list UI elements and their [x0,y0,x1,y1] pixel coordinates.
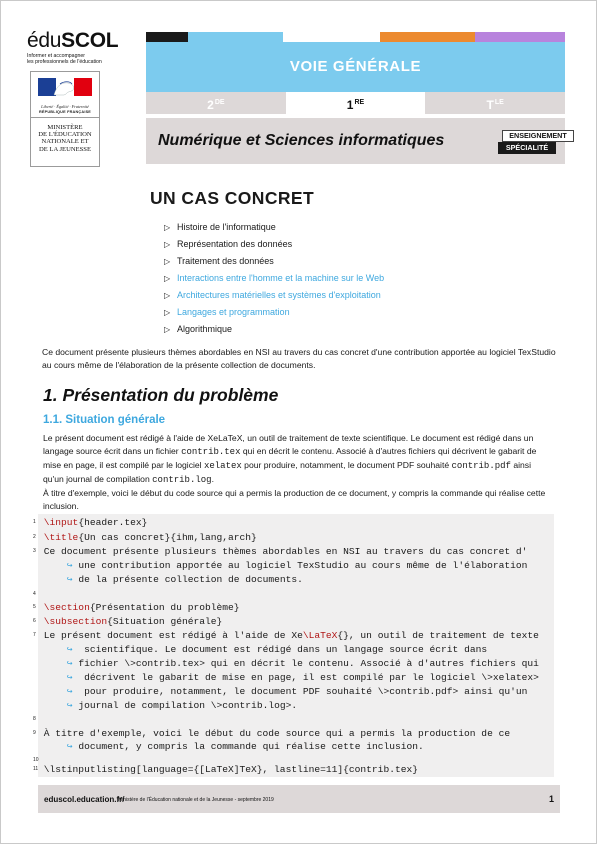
theme-item[interactable] [164,236,384,253]
code-continuation [38,560,527,571]
continuation-arrow-icon: ↪ [66,672,73,683]
page-title: UN CAS CONCRET [150,188,315,208]
code-text: Le présent document est rédigé à l'aide de Xe [43,630,303,641]
continuation-arrow-icon: ↪ [66,644,73,655]
theme-item[interactable] [164,287,384,304]
code-text: À titre d'exemple, voici le début du code source qui a permis la production de ce [43,728,511,739]
code-command: \LaTeX [302,630,338,641]
code-text: {Présentation du problème} [89,602,240,613]
paragraph-line [43,473,557,487]
code-command: \input [43,517,79,528]
code-text: \lstinputlisting[language={[LaTeX]TeX}, lastline=11]{contrib.tex} [43,764,418,775]
line-number: 10 [33,757,39,763]
marianne-flag-icon [38,78,92,96]
continuation-arrow-icon: ↪ [66,741,73,752]
theme-item[interactable] [164,253,384,270]
footer [38,785,560,813]
level-sup: RE [354,99,365,106]
code-text: Ce document présente plusieurs thèmes abordables en NSI au travers du cas concret d' [43,546,528,557]
theme-label: Langages et programmation [177,307,290,317]
triangle-bullet-icon: ▷ [164,223,171,232]
code-text: une contribution apportée au logiciel TexStudio au cours même de l'élaboration [78,560,528,571]
theme-list [164,219,384,338]
code-continuation [38,644,487,655]
inline-code: contrib.log [152,475,212,486]
ministry-logo [30,71,100,167]
inline-code: xelatex [203,461,242,472]
subject-bar [146,118,565,164]
eduscol-logo[interactable] [27,30,132,66]
text-run: qui en décrit le contenu. Associé à d'autres fichiers qui décrivent le gabarit de [240,446,537,457]
continuation-arrow-icon: ↪ [66,574,73,585]
continuation-arrow-icon: ↪ [66,700,73,711]
triangle-bullet-icon: ▷ [164,257,171,266]
eduscol-tagline: Informer et accompagner les professionnels de l'éducation [27,53,102,66]
paragraph-line: inclusion. [43,501,79,512]
code-text: journal de compilation \>contrib.log>. [78,700,298,711]
theme-item[interactable] [164,304,384,321]
theme-item[interactable] [164,270,384,287]
code-line [33,764,418,775]
code-continuation [38,672,539,683]
theme-label: Représentation des données [177,239,293,249]
code-text: fichier \>contrib.tex> qui en décrit le contenu. Associé à d'autres fichiers qui [78,658,539,669]
theme-label: Interactions entre l'homme et la machine sur le Web [177,273,385,283]
code-text: {header.tex} [78,517,148,528]
theme-label: Algorithmique [177,324,233,334]
line-number: 4 [33,591,36,597]
line-number: 2 [33,534,36,540]
code-text: {Un cas concret}{ihm,lang,arch} [78,532,257,543]
text-run: . [211,474,214,485]
line-number: 5 [33,604,36,610]
theme-label: Histoire de l'informatique [177,222,276,232]
triangle-bullet-icon: ▷ [164,240,171,249]
line-number: 9 [33,730,36,736]
color-bar-blue [188,32,283,42]
level-main: 2 [207,98,214,112]
continuation-arrow-icon: ↪ [66,560,73,571]
code-line [33,630,539,641]
level-main: T [486,98,494,112]
code-line [33,602,240,613]
code-line [33,728,511,739]
color-bar-black [146,32,188,42]
logo-bold-text: SCOL [61,29,119,52]
paragraph-line: Le présent document est rédigé à l'aide de XeLaTeX, un outil de traitement de texte scientifique. Le document est rédigé dans un [43,433,534,443]
badge-specialite: SPÉCIALITÉ [498,142,556,154]
badge-enseignement: ENSEIGNEMENT [502,130,574,142]
code-text: décrivent le gabarit de mise en page, il est compilé par le logiciel \>xelatex> [78,672,539,683]
line-number: 1 [33,519,36,525]
code-continuation [38,686,527,697]
code-line [33,532,257,543]
text-run: qu'un journal de compilation [43,474,153,485]
triangle-bullet-icon: ▷ [164,325,171,334]
subsection-heading: 1.1. Situation générale [43,414,166,426]
code-command: \subsection [43,616,108,627]
line-number: 6 [33,618,36,624]
triangle-bullet-icon: ▷ [164,274,171,283]
republic-block [31,72,99,118]
code-listing [33,514,554,777]
code-continuation [38,741,424,752]
republic-motto: Liberté · Égalité · Fraternité [41,104,89,109]
line-number: 7 [33,632,36,638]
code-text: de la présente collection de documents. [78,574,303,585]
triangle-bullet-icon: ▷ [164,308,171,317]
code-text: scientifique. Le document est rédigé dans un langage source écrit dans [78,644,488,655]
level-sup: LE [494,99,504,106]
code-continuation [38,658,539,669]
paragraph-line [43,445,557,459]
continuation-arrow-icon: ↪ [66,658,73,669]
line-number: 8 [33,716,36,722]
code-line [33,517,148,528]
text-run: mise en page, il est compilé par le logiciel [43,460,204,471]
republic-name: RÉPUBLIQUE FRANÇAISE [38,110,92,114]
logo-light-text: édu [27,29,62,52]
code-continuation [38,574,303,585]
level-tab-seconde[interactable] [146,92,286,114]
color-bar-purple [475,32,565,42]
code-text: {}, un outil de traitement de texte [337,630,539,641]
code-command: \section [43,602,90,613]
level-sup: DE [214,99,225,106]
footer-site-link[interactable]: eduscol.education.fr/ [44,795,125,804]
level-main: 1 [346,98,354,112]
track-banner: VOIE GÉNÉRALE [146,42,565,92]
theme-item[interactable] [164,219,384,236]
intro-paragraph: Ce document présente plusieurs thèmes abordables en NSI au travers du cas concret d'une contribution apportée au logiciel TexStudio au cours même de l'élaboration de la présente collection de documents. [42,347,556,370]
code-text: pour produire, notamment, le document PDF souhaité \>contrib.pdf> ainsi qu'un [78,686,528,697]
body-paragraph [43,432,557,514]
code-command: \title [43,532,79,543]
text-run: langage source écrit dans un fichier [43,446,182,457]
page-number: 1 [548,794,554,804]
triangle-bullet-icon: ▷ [164,291,171,300]
eduscol-wordmark [27,30,132,51]
code-line [33,616,223,627]
level-tab-premiere[interactable] [286,92,426,114]
inline-code: contrib.tex [181,447,241,458]
ministry-name: MINISTÈRE DE L'ÉDUCATION NATIONALE ET DE LA JEUNESSE [38,124,92,153]
line-number: 11 [33,766,39,772]
code-line [33,546,528,557]
footer-credit: Ministère de l'Éducation nationale et de la Jeunesse - septembre 2019 [118,797,274,803]
theme-item[interactable] [164,321,384,338]
theme-label: Architectures matérielles et systèmes d'exploitation [177,290,381,300]
level-tabs [146,92,565,114]
line-number: 3 [33,548,36,554]
paragraph-line [43,459,557,473]
code-text: {Situation générale} [107,616,223,627]
paragraph-line: À titre d'exemple, voici le début du code source qui a permis la production de ce document, y compris la commande qui réalise cette [43,488,546,499]
code-continuation [38,700,297,711]
text-run: ainsi [510,460,531,471]
code-text: document, y compris la commande qui réalise cette inclusion. [78,741,424,752]
text-run: pour produire, notamment, le document PDF souhaité [241,460,452,471]
theme-label: Traitement des données [177,256,274,266]
color-bar-orange [380,32,475,42]
section-heading: 1. Présentation du problème [43,385,279,405]
level-tab-terminale[interactable] [425,92,565,114]
continuation-arrow-icon: ↪ [66,686,73,697]
subject-title: Numérique et Sciences informatiques [158,132,445,149]
inline-code: contrib.pdf [451,461,511,472]
